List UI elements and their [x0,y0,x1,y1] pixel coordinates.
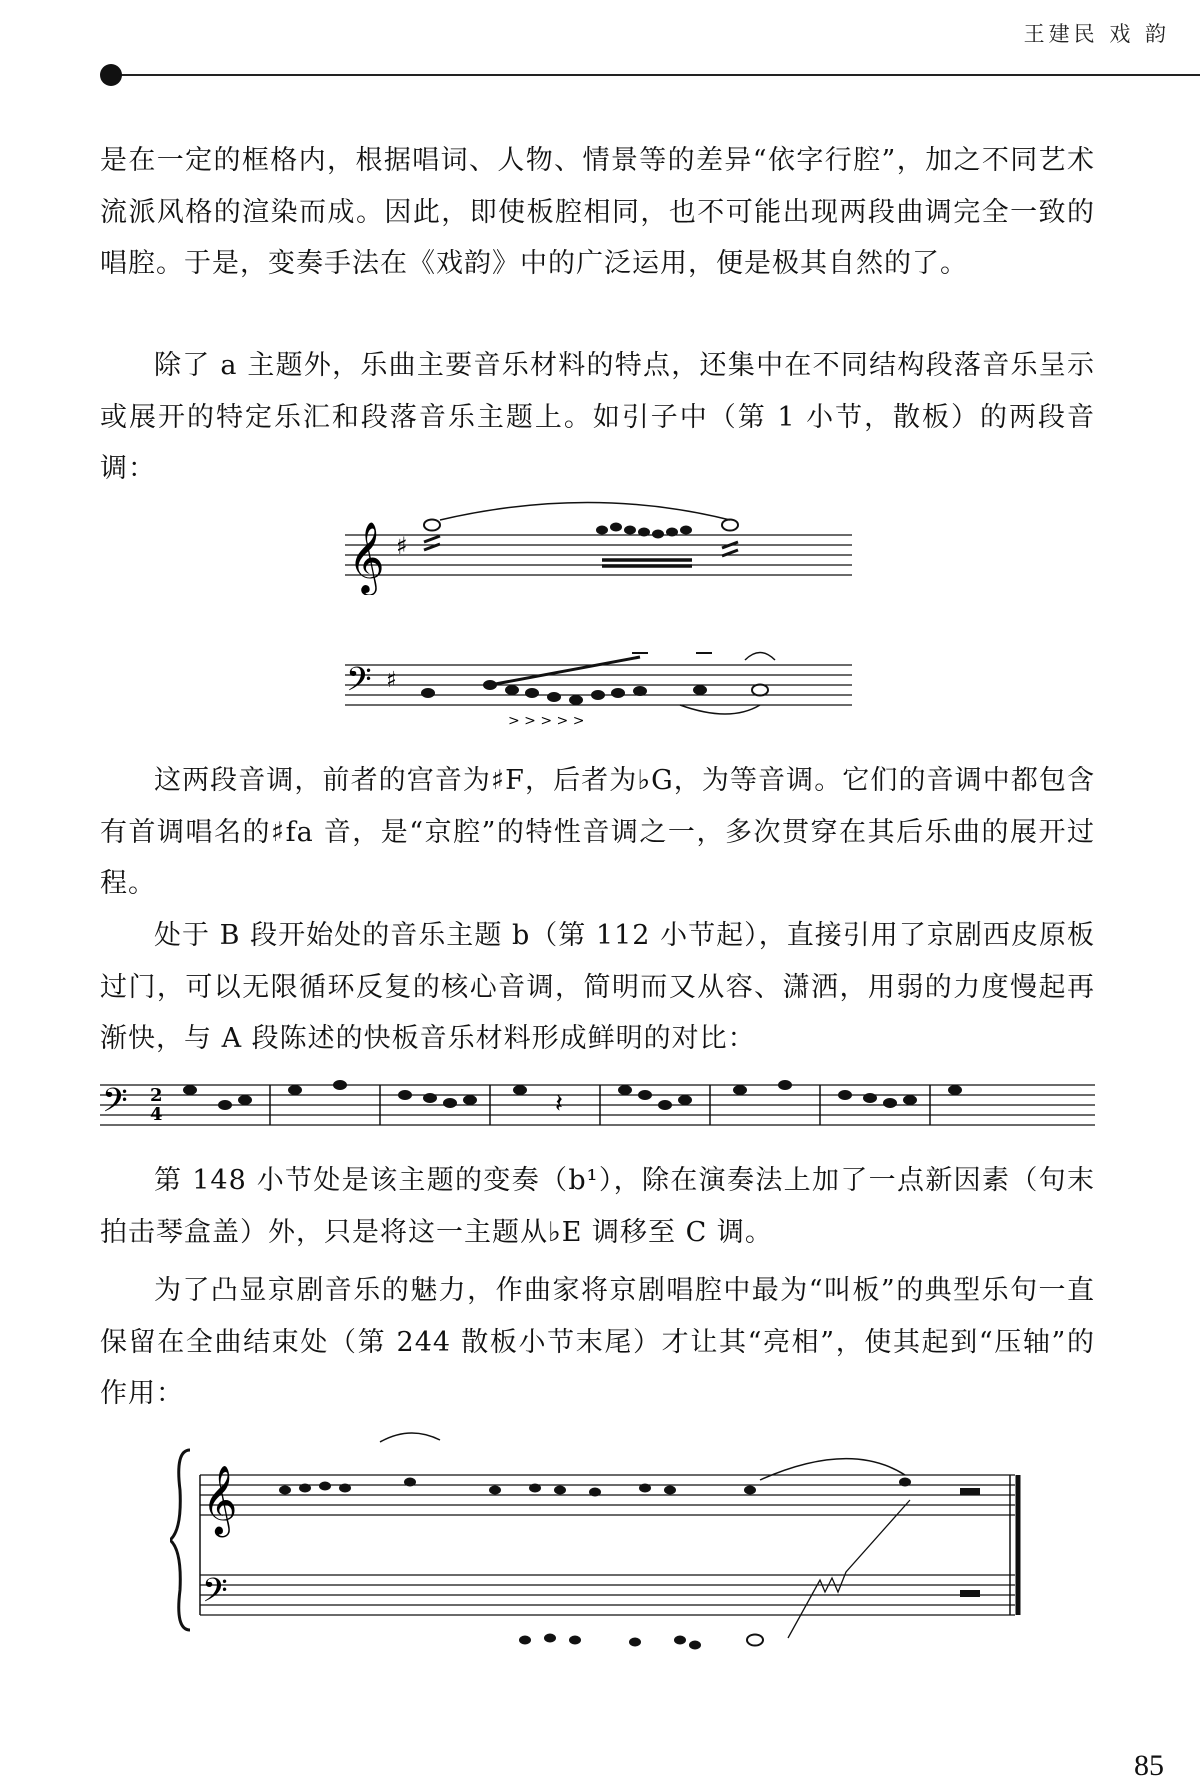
treble-clef: 𝄞 [202,1465,238,1535]
paragraph-1: 是在一定的框格内，根据唱词、人物、情景等的差异“依字行腔”，加之不同艺术流派风格的渲染而成。因此，即使板腔相同，也不可能出现两段曲调完全一致的唱腔。于是，变奏手法在《戏韵》中的广泛运用，便是极其自然的了。 [100,145,1095,279]
svg-text:𝄽: 𝄽 [555,1089,563,1119]
paragraph-5: 第 148 小节处是该主题的变奏（b¹），除在演奏法上加了一点新因素（句末拍击琴盒盖）外，只是将这一主题从♭E 调移至 C 调。 [100,1165,1095,1248]
header-rule [112,74,1200,76]
sharp-sign: ♯ [386,668,397,693]
sharp-sign: ♯ [396,532,408,560]
paragraph-3: 这两段音调，前者的宫音为♯F，后者为♭G，为等音调。它们的音调中都包含有首调唱名的♯fa 音，是“京腔”的特性音调之一，多次贯穿在其后乐曲的展开过程。 [100,765,1095,899]
music-example-intro-bass [340,645,860,735]
note [722,520,738,531]
brace [170,1450,190,1630]
bass-clef: 𝄢 [102,1082,128,1128]
paragraph-2: 除了 a 主题外，乐曲主要音乐材料的特点，还集中在不同结构段落音乐呈示或展开的特定乐汇和段落音乐主题上。如引子中（第 1 小节，散板）的两段音调： [100,350,1095,484]
bass-clef: 𝄢 [346,661,372,707]
bass-clef: 𝄢 [202,1572,228,1618]
running-header: 王建民 戏 韵 [1023,22,1170,46]
treble-clef: 𝄞 [348,520,385,593]
paragraph-6: 为了凸显京剧音乐的魅力，作曲家将京剧唱腔中最为“叫板”的典型乐句一直保留在全曲结束处（第 244 散板小节末尾）才让其“亮相”，使其起到“压轴”的作用： [100,1275,1095,1409]
music-example-theme-b [100,1070,1095,1140]
svg-text:> > > > >: > > > > > [508,713,585,729]
note [424,520,440,531]
music-example-closing-phrase [170,1420,1030,1660]
time-signature-bottom: 4 [150,1104,163,1125]
music-example-intro-treble [340,490,860,595]
time-signature-top: 2 [150,1085,163,1106]
header-bullet [100,64,122,86]
page-number: 85 [1134,1749,1164,1782]
paragraph-4: 处于 B 段开始处的音乐主题 b（第 112 小节起），直接引用了京剧西皮原板过门，可以无限循环反复的核心音调，简明而又从容、潇洒，用弱的力度慢起再渐快，与 A 段陈述的快板音乐材料形成鲜明的对比： [100,920,1095,1054]
